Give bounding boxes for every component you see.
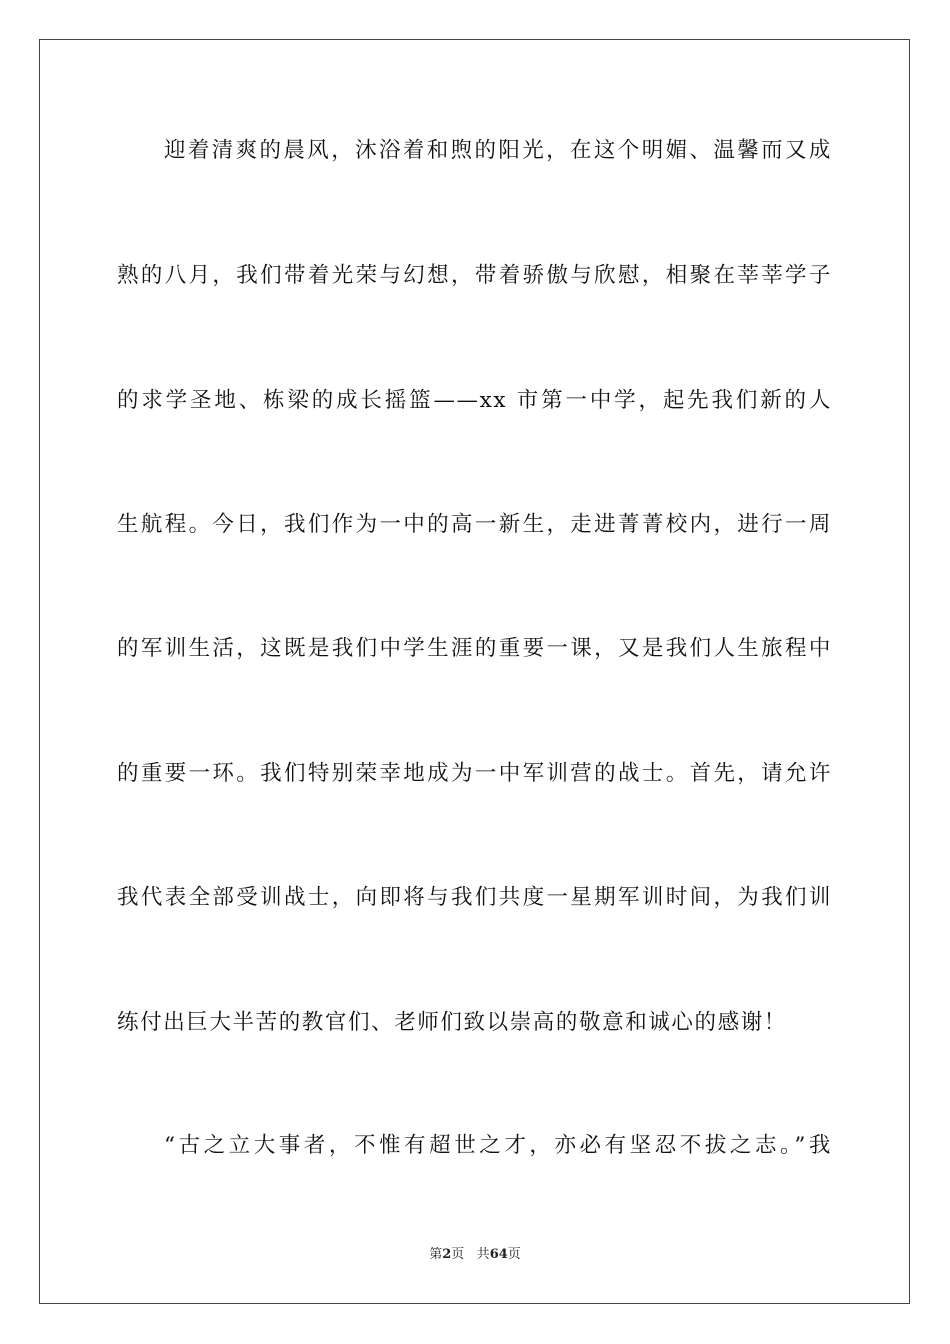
body-line-2: 熟的八月，我们带着光荣与幻想，带着骄傲与欣慰，相聚在莘莘学子 <box>117 263 832 288</box>
page-frame <box>39 39 910 1304</box>
body-line-9: “古之立大事者，不惟有超世之才，亦必有坚忍不拔之志。”我 <box>164 1133 832 1158</box>
page-footer <box>0 1245 950 1265</box>
body-line-4: 生航程。今日，我们作为一中的高一新生，走进菁菁校内，进行一周 <box>117 512 832 537</box>
page-suffix: 页 <box>451 1247 465 1262</box>
page-prefix: 第 <box>429 1247 443 1262</box>
total-suffix: 页 <box>507 1247 521 1262</box>
body-line-8: 练付出巨大半苦的教官们、老师们致以崇高的敬意和诚心的感谢！ <box>117 1010 787 1035</box>
body-line-6: 的重要一环。我们特别荣幸地成为一中军训营的战士。首先，请允许 <box>117 761 832 786</box>
body-line-1: 迎着清爽的晨风，沐浴着和煦的阳光，在这个明媚、温馨而又成 <box>164 138 832 163</box>
body-line-3: 的求学圣地、栋梁的成长摇篮——xx 市第一中学，起先我们新的人 <box>117 388 832 413</box>
body-line-5: 的军训生活，这既是我们中学生涯的重要一课，又是我们人生旅程中 <box>117 636 832 661</box>
total-prefix: 共 <box>476 1247 490 1262</box>
body-line-7: 我代表全部受训战士，向即将与我们共度一星期军训时间，为我们训 <box>117 885 832 910</box>
page-number: 2 <box>442 1247 452 1262</box>
total-pages: 64 <box>489 1247 508 1262</box>
